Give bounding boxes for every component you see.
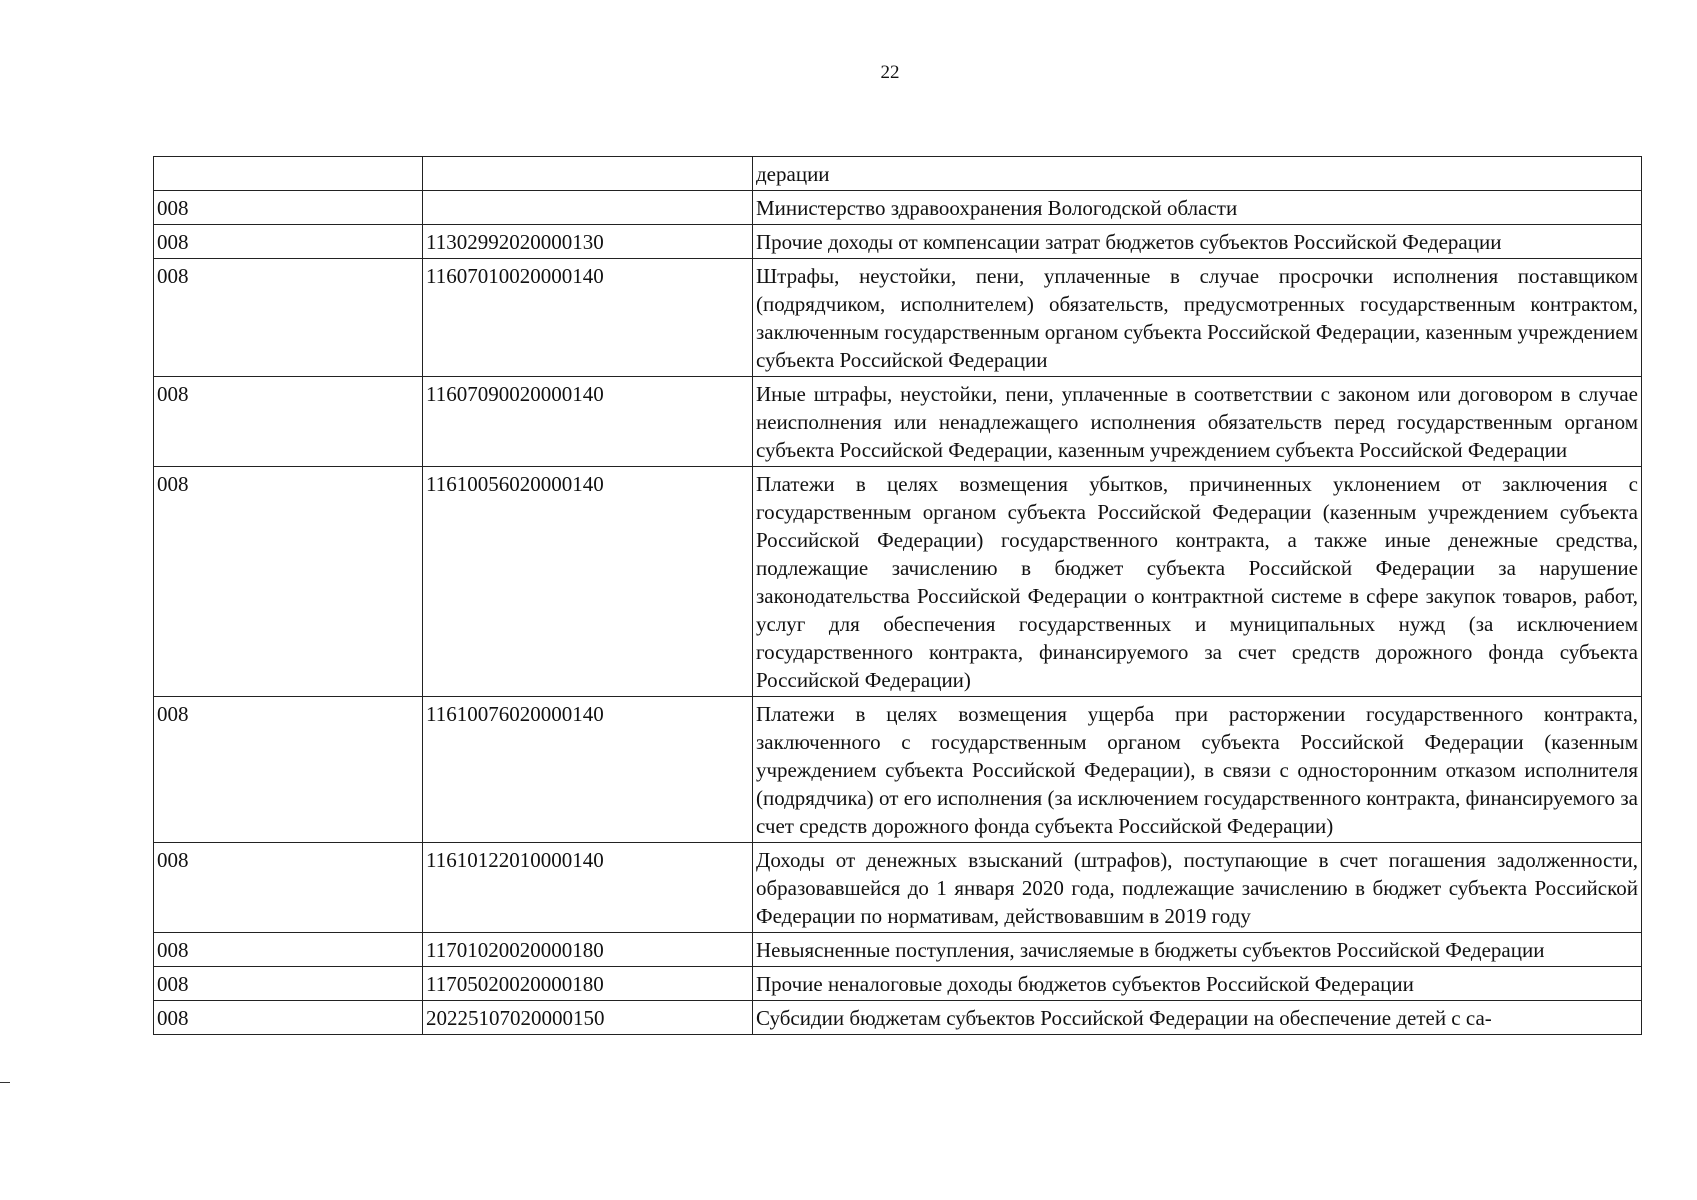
table-row	[154, 157, 1642, 191]
revenue-name-cell: Министерство здравоохранения Вологодской области	[753, 191, 1642, 225]
table-row	[154, 967, 1642, 1001]
table-row	[154, 259, 1642, 377]
table-row	[154, 191, 1642, 225]
table-row	[154, 1001, 1642, 1035]
revenue-name-cell: Субсидии бюджетам субъектов Российской Федерации на обеспечение детей с са-	[753, 1001, 1642, 1035]
table-row	[154, 467, 1642, 697]
revenue-name-cell: Платежи в целях возмещения ущерба при расторжении государственного контракта, заключенного с государственным органом субъекта Российской Федерации (казенным учреждением субъекта Российской Федерации), в связи с односторонним отказом исполнителя (подрядчика) от его исполнения (за исключением государственного контракта, финансируемого за счет средств дорожного фонда субъекта Российской Федерации)	[753, 697, 1642, 843]
admin-code-cell: 008	[154, 1001, 423, 1035]
admin-code-cell: 008	[154, 967, 423, 1001]
revenue-code-cell: 11607010020000140	[423, 259, 753, 377]
admin-code-cell: 008	[154, 933, 423, 967]
revenue-name-cell: Невыясненные поступления, зачисляемые в бюджеты субъектов Российской Федерации	[753, 933, 1642, 967]
scan-mark	[0, 1082, 10, 1083]
revenue-name-cell: Иные штрафы, неустойки, пени, уплаченные в соответствии с законом или договором в случае неисполнения или ненадлежащего исполнения обязательств перед государственным органом субъекта Российской Федерации, казенным учреждением субъекта Российской Федерации	[753, 377, 1642, 467]
revenue-name-cell: Прочие неналоговые доходы бюджетов субъектов Российской Федерации	[753, 967, 1642, 1001]
table-row	[154, 697, 1642, 843]
page-number: 22	[880, 62, 900, 83]
revenue-code-cell: 20225107020000150	[423, 1001, 753, 1035]
table-row	[154, 377, 1642, 467]
revenue-name-cell: Платежи в целях возмещения убытков, причиненных уклонением от заключения с государственным органом субъекта Российской Федерации (казенным учреждением субъекта Российской Федерации) государственного контракта, а также иные денежные средства, подлежащие зачислению в бюджет субъекта Российской Федерации за нарушение законодательства Российской Федерации о контрактной системе в сфере закупок товаров, работ, услуг для обеспечения государственных и муниципальных нужд (за исключением государственного контракта, финансируемого за счет средств дорожного фонда субъекта Российской Федерации)	[753, 467, 1642, 697]
table-row	[154, 225, 1642, 259]
revenue-name-cell: Прочие доходы от компенсации затрат бюджетов субъектов Российской Федерации	[753, 225, 1642, 259]
admin-code-cell	[154, 157, 423, 191]
revenue-code-cell: 11610122010000140	[423, 843, 753, 933]
revenue-code-cell	[423, 191, 753, 225]
admin-code-cell: 008	[154, 697, 423, 843]
table-row	[154, 933, 1642, 967]
table-row	[154, 843, 1642, 933]
revenue-code-cell: 11607090020000140	[423, 377, 753, 467]
revenue-name-cell: дерации	[753, 157, 1642, 191]
revenue-code-cell: 11705020020000180	[423, 967, 753, 1001]
admin-code-cell: 008	[154, 259, 423, 377]
admin-code-cell: 008	[154, 377, 423, 467]
admin-code-cell: 008	[154, 467, 423, 697]
revenue-code-cell: 11610076020000140	[423, 697, 753, 843]
revenue-code-cell: 11610056020000140	[423, 467, 753, 697]
admin-code-cell: 008	[154, 225, 423, 259]
revenue-code-cell: 11701020020000180	[423, 933, 753, 967]
admin-code-cell: 008	[154, 191, 423, 225]
revenue-code-cell	[423, 157, 753, 191]
revenue-code-cell: 11302992020000130	[423, 225, 753, 259]
revenue-codes-table	[153, 156, 1642, 1035]
revenue-name-cell: Доходы от денежных взысканий (штрафов), поступающие в счет погашения задолженности, образовавшейся до 1 января 2020 года, подлежащие зачислению в бюджет субъекта Российской Федерации по нормативам, действовавшим в 2019 году	[753, 843, 1642, 933]
admin-code-cell: 008	[154, 843, 423, 933]
revenue-name-cell: Штрафы, неустойки, пени, уплаченные в случае просрочки исполнения поставщиком (подрядчиком, исполнителем) обязательств, предусмотренных государственным контрактом, заключенным государственным органом субъекта Российской Федерации, казенным учреждением субъекта Российской Федерации	[753, 259, 1642, 377]
